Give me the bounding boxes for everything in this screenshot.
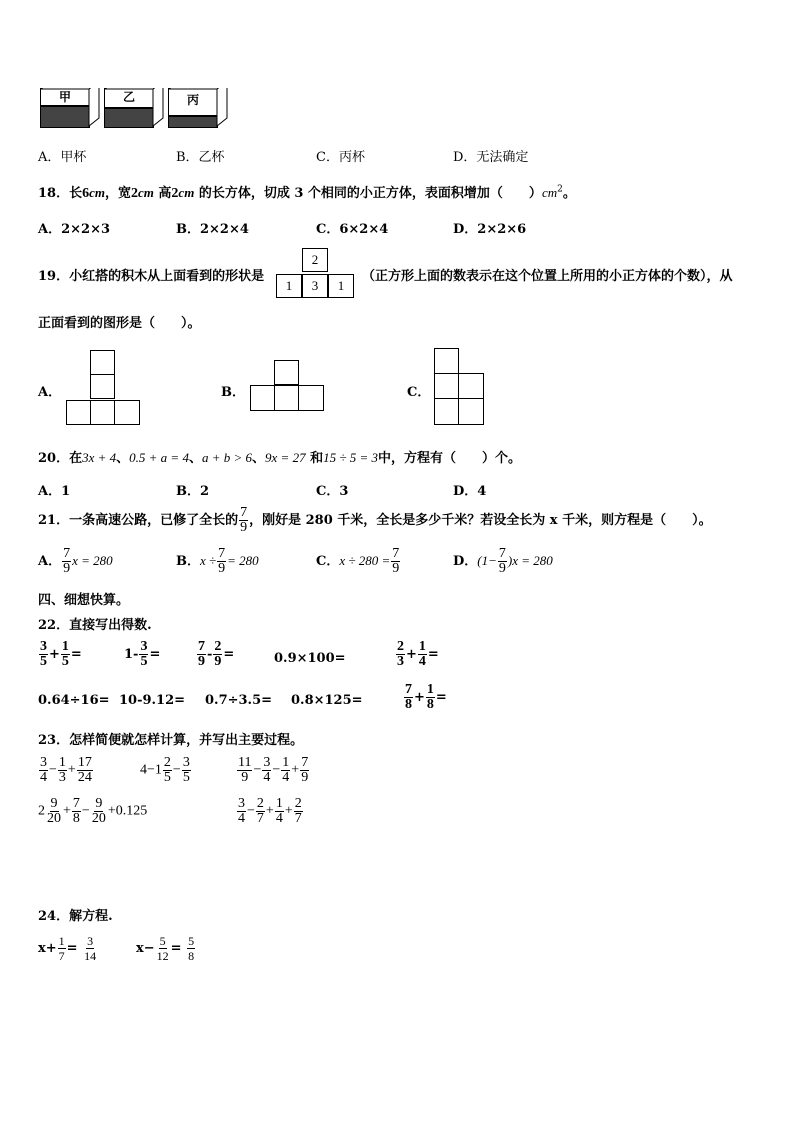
q20-option-a: A．1 — [38, 484, 71, 499]
cup-side-icon — [104, 88, 166, 130]
cup-side-icon — [40, 88, 102, 130]
q23-expr-4: 2 $\frac{9}{20}$ + $\frac{7}{8}$ − $\frac{9}{20}$ +0.125 — [38, 796, 148, 826]
q22-title: 22．直接写出得数. — [38, 618, 152, 633]
q18-option-b: B．2×2×4 — [176, 222, 249, 237]
q17-option-a: A．甲杯 — [38, 150, 87, 165]
cup-label: 甲 — [40, 88, 90, 106]
q20-option-d: D．4 — [453, 484, 487, 499]
q21-question: 21．一条高速公路，已修了全长的 $\frac{7}{9}$ ，刚好是 280 千米，全长是多少千米？若设全长为 x 千米，则方程是（ ）。 — [38, 505, 712, 535]
cup-jia — [40, 88, 102, 130]
q18-option-d: D．2×2×6 — [453, 222, 527, 237]
q21-option-c: C．x ÷ 280 = $\frac{7}{9}$ — [316, 546, 400, 576]
q17-option-d: D．无法确定 — [453, 150, 529, 165]
front-view-cell — [90, 400, 115, 425]
q19-option-c-label: C． — [407, 385, 431, 400]
front-view-cell — [298, 385, 324, 411]
front-view-cell — [434, 398, 459, 425]
q22-item-2: 1- $\frac{3}{5}$ = — [124, 639, 161, 669]
q21-option-d: D．(1− $\frac{7}{9}$ )x = 280 — [453, 546, 553, 576]
cup-side-icon — [168, 88, 230, 130]
front-view-cell — [250, 385, 275, 411]
q21-option-a: A． $\frac{7}{9}$ x = 280 — [38, 546, 113, 576]
q22-item-10: $\frac{7}{8}$ + $\frac{1}{8}$ = — [405, 682, 447, 712]
q22-item-1: $\frac{3}{5}$ + $\frac{1}{5}$ = — [40, 639, 82, 669]
q19-option-b-label: B． — [221, 385, 245, 400]
q23-expr-2: 4−1 $\frac{2}{5}$ − $\frac{3}{5}$ — [140, 755, 190, 785]
q19-question-line1b: （正方形上面的数表示在这个位置上所用的小正方体的个数），从 — [362, 269, 733, 284]
q22-item-7: 10-9.12= — [119, 693, 186, 708]
front-view-cell — [90, 374, 115, 399]
section-heading: 四、细想快算。 — [38, 593, 130, 608]
q20-question: 20．在3x + 4、0.5 + a = 4、a + b > 6、9x = 27 和15 ÷ 5 = 3中，方程有（ ）个。 — [38, 450, 522, 466]
cup-label: 乙 — [104, 88, 154, 108]
q20-option-c: C．3 — [316, 484, 349, 499]
q19-question-line2: 正面看到的图形是（ ）。 — [38, 316, 201, 331]
top-view-cell: 2 — [302, 248, 328, 272]
front-view-cell — [66, 400, 91, 425]
q22-item-4: 0.9×100= — [274, 651, 346, 666]
q19-option-a-label: A． — [38, 385, 62, 400]
top-view-cell: 1 — [328, 274, 354, 298]
q23-expr-5: $\frac{3}{4}$ − $\frac{2}{7}$ + $\frac{1}{4}$ + $\frac{2}{7}$ — [238, 796, 302, 826]
front-view-cell — [434, 348, 459, 374]
q22-item-3: $\frac{7}{9}$ - $\frac{2}{9}$ = — [198, 639, 235, 669]
q17-option-b: B．乙杯 — [176, 150, 225, 165]
q22-item-9: 0.8×125= — [291, 693, 363, 708]
q23-title: 23．怎样简便就怎样计算，并写出主要过程。 — [38, 733, 304, 748]
q23-expr-1: $\frac{3}{4}$ − $\frac{1}{3}$ + $\frac{17}{24}$ — [40, 755, 92, 785]
q21-option-b: B．x ÷ $\frac{7}{9}$ = 280 — [176, 546, 259, 576]
q24-equation-2: x− $\frac{5}{12}$ = $\frac{5}{8}$ — [136, 934, 195, 963]
q24-title: 24．解方程. — [38, 909, 113, 924]
top-view-cell: 1 — [276, 274, 302, 298]
q18-option-a: A．2×2×3 — [38, 222, 111, 237]
q20-option-b: B．2 — [176, 484, 210, 499]
cup-bing — [168, 88, 230, 130]
q22-item-6: 0.64÷16= — [38, 693, 110, 708]
cup-yi — [104, 88, 166, 130]
cup-label: 丙 — [168, 88, 218, 116]
front-view-cell — [274, 360, 299, 385]
front-view-cell — [114, 400, 140, 425]
q22-item-8: 0.7÷3.5= — [205, 693, 273, 708]
q18-option-c: C．6×2×4 — [316, 222, 389, 237]
q19-question-line1: 19．小红搭的积木从上面看到的形状是 — [38, 269, 265, 284]
q18-question: 18．长6cm，宽2cm 高2cm 的长方体，切成 3 个相同的小正方体，表面积增加（ ）$cm^2$。 — [38, 184, 576, 201]
front-view-cell — [90, 350, 115, 375]
q17-option-c: C．丙杯 — [316, 150, 365, 165]
front-view-cell — [434, 373, 459, 399]
q23-expr-3: $\frac{11}{9}$ − $\frac{3}{4}$ − $\frac{1}{4}$ + $\frac{7}{9}$ — [238, 755, 309, 785]
front-view-cell — [458, 398, 484, 425]
q24-equation-1: x+ $\frac{1}{7}$ = $\frac{3}{14}$ — [38, 934, 97, 963]
front-view-cell — [458, 373, 484, 399]
q22-item-5: $\frac{2}{3}$ + $\frac{1}{4}$ = — [397, 639, 439, 669]
front-view-cell — [274, 385, 299, 411]
top-view-cell: 3 — [302, 274, 328, 298]
